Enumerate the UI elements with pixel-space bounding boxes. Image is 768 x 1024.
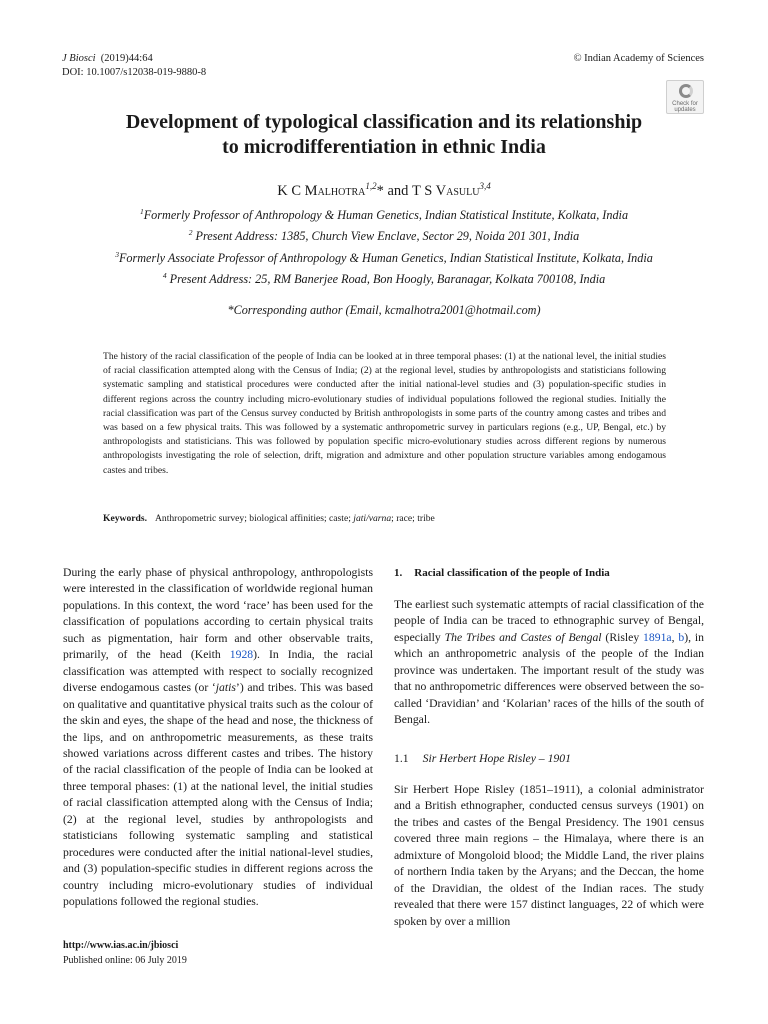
keywords: Keywords. Anthropometric survey; biological affinities; caste; jati/varna; race; tribe	[103, 513, 435, 524]
section-1-paragraph: The earliest such systematic attempts of racial classification of the people of India can be traced to ethnographic survey of Bengal, especially The Tribes and Castes of Bengal (Risley 1891a, b), in which an anthropometric analysis of the people of the Indian province was undertaken. The important result of the study was that no anthropometric differences were observed between the so-called ‘Dravidian’ and ‘Kolarian’ races of the hills of the south of Bengal.	[394, 598, 704, 727]
subsection-heading-1-1: 1.1 Sir Herbert Hope Risley – 1901	[394, 752, 571, 765]
intro-paragraph: During the early phase of physical anthropology, anthropologists were interested in the classification of worldwide regional human populations. In this context, the word ‘race’ has been used for the classification of populations according to certain physical traits such as pigmentation, hair form and other observable traits, primarily, of the head (Keith 1928). In India, the racial classification was attempted with respect to socially recognized diverse endogamous castes (or ‘jatis’) and tribes. This was based on qualitative and quantitative physical traits such as the colour of the skin and eyes, the shape of the head and nose, the thickness of the lips, and on anthropometric measurements, as these traits showed variations across different castes and tribes. The history of the racial classification of the people of India can be looked at three temporal phases: (1) at the national level, the initial studies of racial classification attempted along with the Census of India; (2) at the regional level, studies by anthropologists and statisticians following systematic sampling and statistical procedures were conducted after the initial national-level studies, and (3) population-specific studies in different regions across the country including micro-evolutionary studies of individual populations followed the regional studies.	[63, 566, 373, 909]
corresponding-author: *Corresponding author (Email, kcmalhotra2001@hotmail.com)	[227, 303, 541, 317]
affiliation-2: $^2$ Present Address: 1385, Church View Enclave, Sector 29, Noida 201 301, India	[188, 227, 580, 243]
published-date: Published online: 06 July 2019	[63, 955, 187, 966]
citation-link[interactable]: b	[678, 630, 685, 644]
authors: K C Malhotra$^{1,2}$* and T S Vasulu$^{3,4}$	[277, 181, 491, 199]
paper-title: Development of typological classification and its relationship to microdifferentiation in ethnic India	[125, 111, 643, 158]
journal-citation	[62, 52, 206, 80]
keywords-label: Keywords.	[103, 513, 147, 524]
citation-link[interactable]: 1928	[229, 648, 254, 662]
journal-name: J Biosci	[62, 53, 96, 64]
check-for-updates-badge[interactable]: Check for updates	[666, 80, 704, 114]
section-heading-1: 1. Racial classification of the people of India	[394, 567, 610, 579]
author-2: T S Vasulu	[412, 183, 480, 199]
abstract: The history of the racial classification of the people of India can be looked at in three temporal phases: (1) at the national level, the initial studies of racial classification attempted along with the Census of India; (2) at the regional level, studies by anthropologists and statisticians following systematic sampling and statistical procedures were conducted after the initial national-level studies and (3) population-specific studies in different regions across the country including micro-evolutionary studies of individual populations followed the regional studies. Initially the racial classification was part of the Census survey conducted by British anthropologists in some parts of the country among castes and tribes and was based on a few physical traits. This was followed by a systematic anthropometric survey in particulars regions (e.g., UP, Bengal, etc.) by anthropologists and statisticians. This was followed by population specific micro-evolutionary studies across different regions by numerous anthropologists investigating the role of selection, drift, migration and admixture and other population structure variables among endogamous castes and tribes.	[103, 351, 666, 476]
affiliation-4: $^4$ Present Address: 25, RM Banerjee Road, Bon Hoogly, Baranagar, Kolkata 700108, India	[162, 270, 606, 286]
affiliation-3: $^3$Formerly Associate Professor of Anthropology & Human Genetics, Indian Statistical Institute, Kolkata, India	[115, 249, 653, 265]
journal-volume: (2019)44:64	[100, 53, 153, 64]
author-1: K C Malhotra	[277, 183, 366, 199]
citation-link[interactable]: 1891a	[643, 630, 672, 644]
refresh-icon	[679, 84, 693, 98]
copyright: © Indian Academy of Sciences	[573, 53, 704, 64]
affiliation-1: $^1$Formerly Professor of Anthropology & Human Genetics, Indian Statistical Institute, Kolkata, India	[139, 206, 629, 222]
journal-url[interactable]: http://www.ias.ac.in/jbiosci	[63, 940, 179, 951]
doi[interactable]: DOI: 10.1007/s12038-019-9880-8	[62, 67, 207, 78]
subsection-1-1-paragraph: Sir Herbert Hope Risley (1851–1911), a colonial administrator and a British ethnographer, conducted census surveys (1901) on the tribes and castes of the Bengal Presidency. The 1901 census covered three main regions – the Himalaya, where there is an admixture of Mongoloid blood; the Middle Land, the river plains of northern India taken by the Aryans; and the Deccan, the home of the Dravidian, the oldest of the Indian races. The study revealed that there were 157 distinct languages, 22 of which were spoken by over a million	[394, 783, 704, 928]
